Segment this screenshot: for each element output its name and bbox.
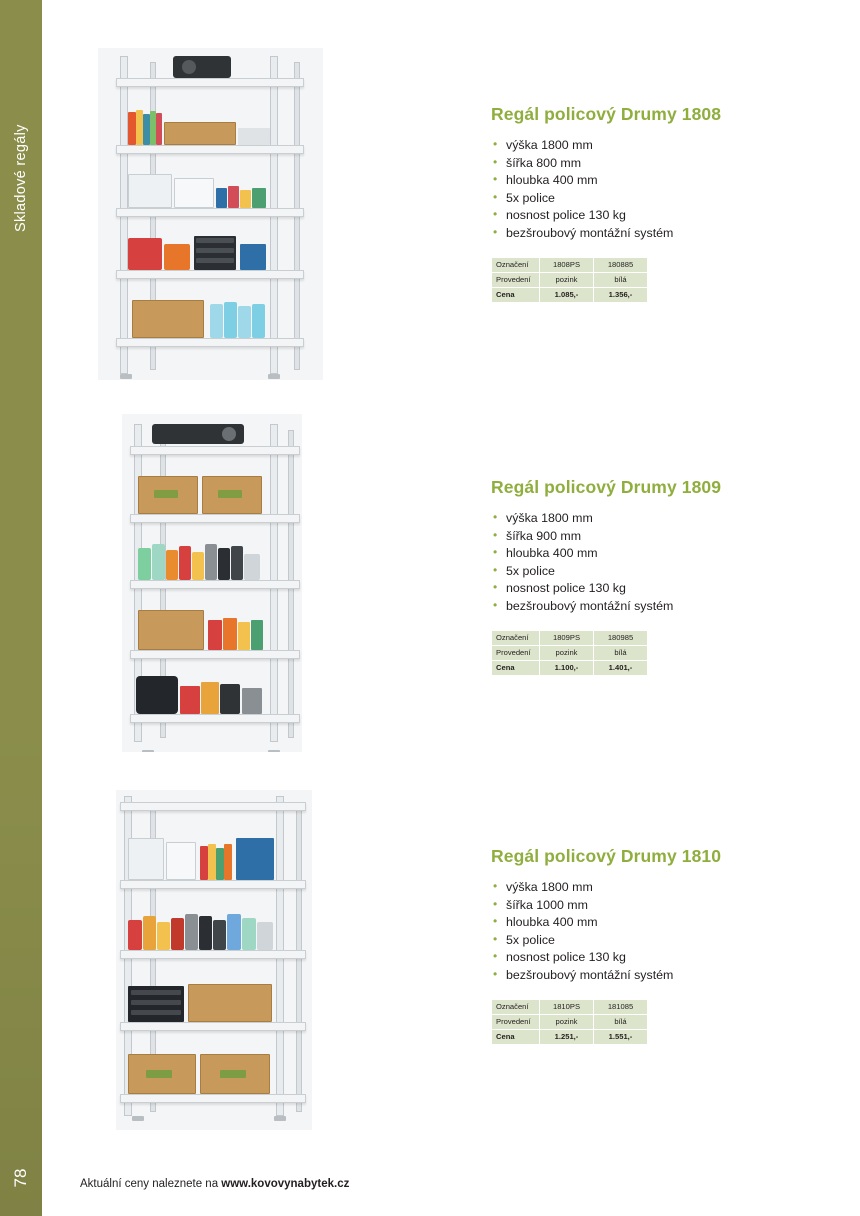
spec-item: • výška 1800 mm	[491, 137, 811, 155]
product-title: Regál policový Drumy 1809	[491, 477, 722, 497]
spec-item: • 5x police	[491, 190, 811, 208]
product-info	[491, 104, 811, 303]
table-row	[492, 1029, 648, 1044]
product-specs	[491, 137, 811, 243]
row-value-2: 180985	[594, 630, 648, 645]
spec-item: • výška 1800 mm	[491, 879, 811, 897]
table-row	[492, 287, 648, 302]
spec-item: • šířka 800 mm	[491, 155, 811, 173]
product-title: Regál policový Drumy 1808	[491, 104, 722, 124]
table-row	[492, 645, 648, 660]
row-label: Provedení	[492, 1014, 540, 1029]
footer-text: Aktuální ceny naleznete na	[80, 1178, 222, 1190]
row-label: Provedení	[492, 645, 540, 660]
row-label: Cena	[492, 287, 540, 302]
row-value-2: bílá	[594, 645, 648, 660]
row-label: Cena	[492, 660, 540, 675]
product-photo	[116, 790, 312, 1130]
row-label: Označení	[492, 257, 540, 272]
row-label: Označení	[492, 999, 540, 1014]
row-value-2: 1.356,-	[594, 287, 648, 302]
table-row	[492, 660, 648, 675]
row-value-1: pozink	[540, 272, 594, 287]
row-value-2: 181085	[594, 999, 648, 1014]
spec-item: • nosnost police 130 kg	[491, 580, 811, 598]
row-value-1: 1.100,-	[540, 660, 594, 675]
row-value-1: 1808PS	[540, 257, 594, 272]
table-row	[492, 1014, 648, 1029]
sidebar-category-label: Skladové regály	[13, 124, 29, 232]
product-info	[491, 477, 811, 676]
spec-item: • šířka 900 mm	[491, 528, 811, 546]
product-title: Regál policový Drumy 1810	[491, 846, 722, 866]
row-value-1: pozink	[540, 1014, 594, 1029]
spec-item: • nosnost police 130 kg	[491, 949, 811, 967]
row-value-2: 1.401,-	[594, 660, 648, 675]
row-value-1: 1810PS	[540, 999, 594, 1014]
row-label: Provedení	[492, 272, 540, 287]
table-row	[492, 257, 648, 272]
row-value-2: 180885	[594, 257, 648, 272]
row-value-1: 1809PS	[540, 630, 594, 645]
spec-item: • bezšroubový montážní systém	[491, 225, 811, 243]
sidebar	[0, 0, 42, 1216]
row-value-2: bílá	[594, 272, 648, 287]
price-table	[491, 999, 648, 1045]
row-value-1: 1.251,-	[540, 1029, 594, 1044]
product-specs	[491, 879, 811, 985]
spec-item: • bezšroubový montážní systém	[491, 598, 811, 616]
spec-item: • hloubka 400 mm	[491, 545, 811, 563]
product-photo	[98, 48, 323, 380]
table-row	[492, 999, 648, 1014]
price-table	[491, 630, 648, 676]
shelf-illustration	[116, 790, 312, 1130]
shelf-illustration	[122, 414, 302, 752]
price-table	[491, 257, 648, 303]
row-value-2: 1.551,-	[594, 1029, 648, 1044]
spec-item: • 5x police	[491, 563, 811, 581]
spec-item: • šířka 1000 mm	[491, 897, 811, 915]
product-photo	[122, 414, 302, 752]
spec-item: • 5x police	[491, 932, 811, 950]
row-label: Cena	[492, 1029, 540, 1044]
row-value-1: 1.085,-	[540, 287, 594, 302]
spec-item: • výška 1800 mm	[491, 510, 811, 528]
footer	[80, 1178, 349, 1190]
table-row	[492, 272, 648, 287]
spec-item: • nosnost police 130 kg	[491, 207, 811, 225]
footer-url[interactable]: www.kovovynabytek.cz	[221, 1178, 350, 1190]
shelf-illustration	[98, 48, 323, 380]
row-label: Označení	[492, 630, 540, 645]
product-info	[491, 846, 811, 1045]
page-number: 78	[11, 1168, 30, 1188]
table-row	[492, 630, 648, 645]
spec-item: • hloubka 400 mm	[491, 172, 811, 190]
row-value-1: pozink	[540, 645, 594, 660]
product-specs	[491, 510, 811, 616]
spec-item: • hloubka 400 mm	[491, 914, 811, 932]
row-value-2: bílá	[594, 1014, 648, 1029]
spec-item: • bezšroubový montážní systém	[491, 967, 811, 985]
